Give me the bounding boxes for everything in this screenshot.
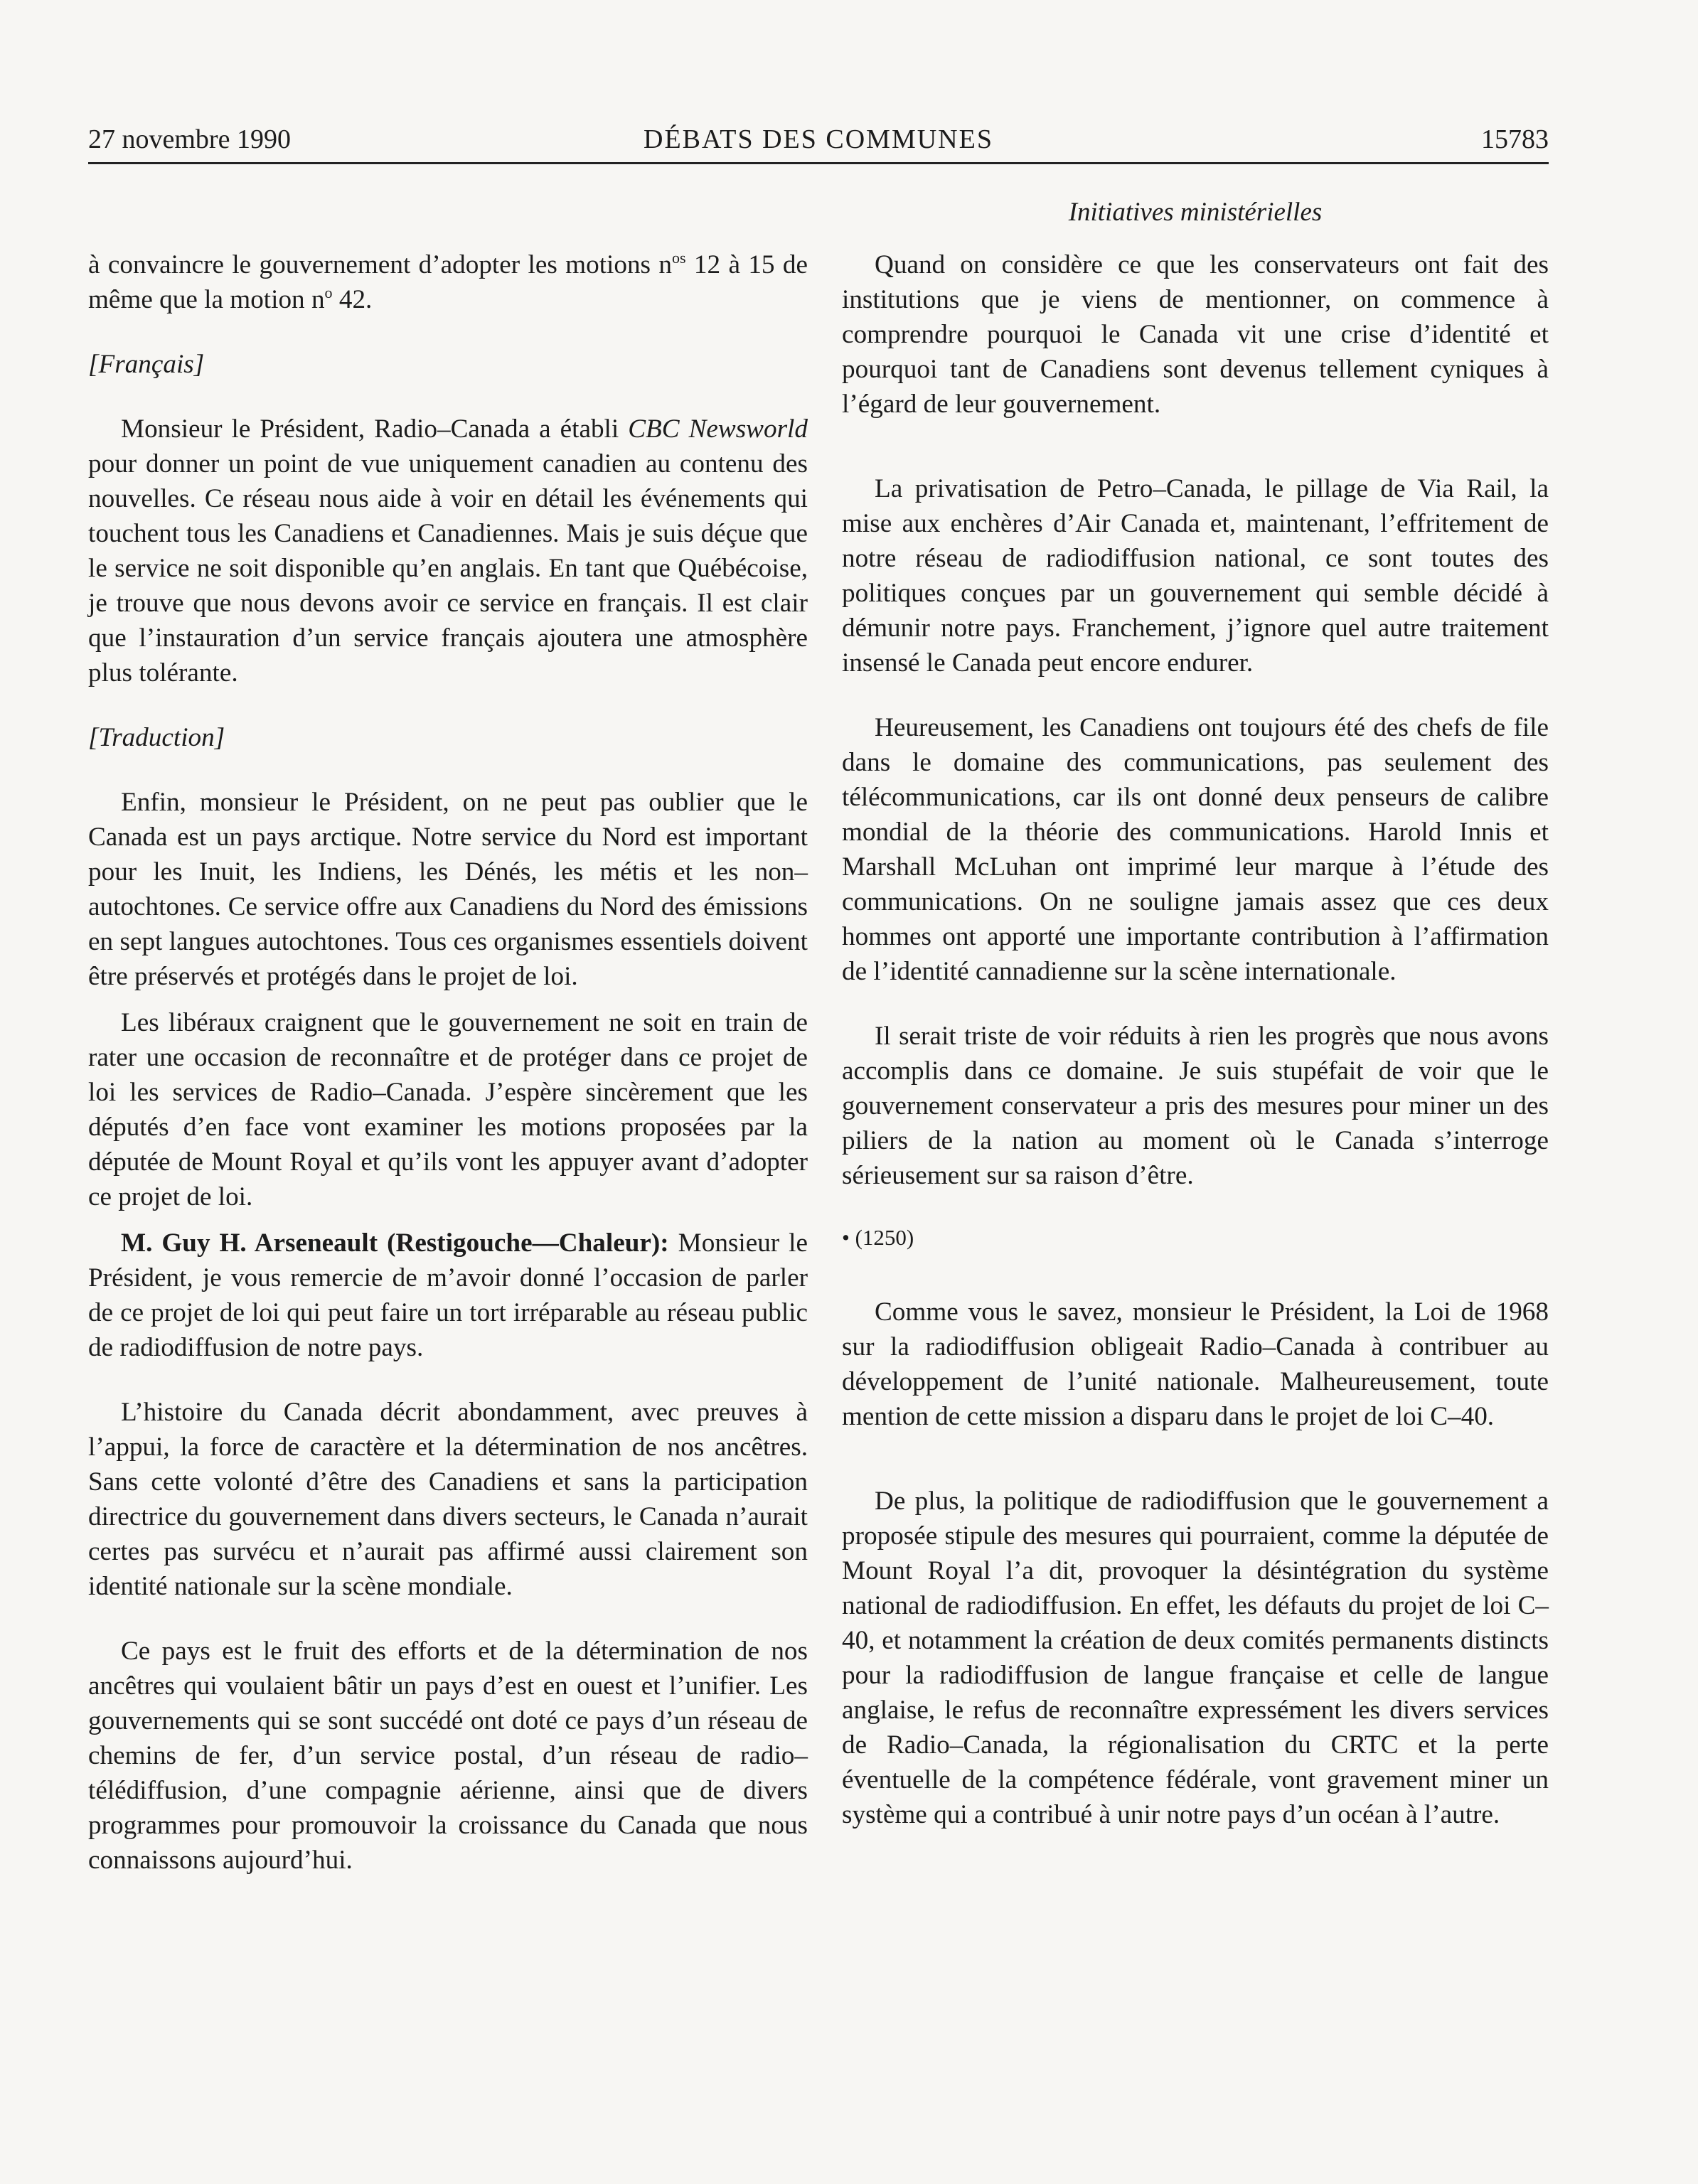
- paragraph: Quand on considère ce que les conservateurs ont fait des institutions que je viens de mentionner, on commence à comprendre pourquoi le Canada vit une crise d’identité et pourquoi tant de Canadiens sont devenus tellement cyniques à l’égard de leur gouvernement.: [842, 250, 1549, 419]
- speaker-paragraph: M. Guy H. Arseneault (Restigouche—Chaleur): Monsieur le Président, je vous remercie de m’avoir donné l’occasion de parler de ce projet de loi qui peut faire un tort irréparable au réseau public de radiodiffusion de notre pays.: [88, 1228, 808, 1362]
- section-heading: Initiatives ministérielles: [1068, 198, 1323, 227]
- paragraph: De plus, la politique de radiodiffusion que le gouvernement a proposée stipule des mesures qui pourraient, comme la députée de Mount Royal l’a dit, provoquer la désintégration du système national de radiodiffusion. En effet, les défauts du projet de loi C–40, et notamment la création de deux comités permanents distincts pour la radiodiffusion de langue française et celle de langue anglaise, le refus de reconnaître expressément les divers services de Radio–Canada, la régionalisation du CRTC et la perte éventuelle de la compétence fédérale, vont gravement miner un système qui a contribué à unir notre pays d’un océan à l’autre.: [842, 1487, 1549, 1829]
- paragraph: La privatisation de Petro–Canada, le pillage de Via Rail, la mise aux enchères d’Air Canada et, maintenant, l’effritement de notre réseau de radiodiffusion national, ce sont toutes des politiques conçues par un gouvernement qui semble décidé à démunir notre pays. Franchement, j’ignore quel autre traitement insensé le Canada peut encore endurer.: [842, 474, 1549, 678]
- language-tag: [Français]: [88, 350, 205, 379]
- paragraph: Enfin, monsieur le Président, on ne peut pas oublier que le Canada est un pays arctique. Notre service du Nord est important pour les Inuit, les Indiens, les Dénés, les métis et les non–autochtones. Ce service offre aux Canadiens du Nord des émissions en sept langues autochtones. Tous ces organismes essentiels doivent être préservés et protégés dans le projet de loi.: [88, 788, 808, 991]
- paragraph: Ce pays est le fruit des efforts et de la détermination de nos ancêtres qui voulaient bâtir un pays d’est en ouest et l’unifier. Les gouvernements qui se sont succédé ont doté ce pays d’un réseau de chemins de fer, d’un service postal, d’un réseau de radio–télédiffusion, d’une compagnie aérienne, ainsi que de divers programmes pour promouvoir la croissance du Canada que nous connaissons aujourd’hui.: [88, 1637, 808, 1875]
- page-header: [88, 121, 1549, 164]
- header-page-number: 15783: [1481, 124, 1549, 154]
- paragraph: Comme vous le savez, monsieur le Président, la Loi de 1968 sur la radiodiffusion obligeait Radio–Canada à contribuer au développement de l’unité nationale. Malheureusement, toute mention de cette mission a disparu dans le projet de loi C–40.: [842, 1297, 1549, 1431]
- speaker-name: M. Guy H. Arseneault (Restigouche—Chaleur):: [121, 1228, 669, 1258]
- paragraph: Monsieur le Président, Radio–Canada a établi CBC Newsworld pour donner un point de vue uniquement canadien au contenu des nouvelles. Ce réseau nous aide à voir en détail les événements qui touchent tous les Canadiens et Canadiennes. Mais je suis déçue que le service ne soit disponible qu’en anglais. En tant que Québécoise, je trouve que nous devons avoir ce service en français. Il est clair que l’instauration d’un service français ajoutera une atmosphère plus tolérante.: [88, 414, 808, 687]
- left-column: [88, 247, 808, 1878]
- paragraph: L’histoire du Canada décrit abondamment, avec preuves à l’appui, la force de caractère et la détermination de nos ancêtres. Sans cette volonté d’être des Canadiens et sans la participation directrice du gouvernement dans divers secteurs, le Canada n’aurait certes pas survécu et n’aurait pas affirmé aussi clairement son identité nationale sur la scène mondiale.: [88, 1398, 808, 1601]
- time-marker: • (1250): [842, 1225, 914, 1250]
- language-tag: [Traduction]: [88, 723, 225, 752]
- paragraph: Les libéraux craignent que le gouvernement ne soit en train de rater une occasion de reconnaître et de protéger dans ce projet de loi les services de Radio–Canada. J’espère sincèrement que les députés d’en face vont examiner les motions proposées par la députée de Mount Royal et qu’ils vont les appuyer avant d’adopter ce projet de loi.: [88, 1008, 808, 1211]
- paragraph: Heureusement, les Canadiens ont toujours été des chefs de file dans le domaine des communications, pas seulement des télécommunications, car ils ont donné deux penseurs de calibre mondial de la théorie des communications. Harold Innis et Marshall McLuhan ont imprimé leur marque à l’étude des communications. On ne souligne jamais assez que ces deux hommes ont apporté une importante contribution à l’affirmation de l’identité cannadienne sur la scène internationale.: [842, 713, 1549, 986]
- right-column: [842, 247, 1549, 1832]
- header-title: DÉBATS DES COMMUNES: [644, 124, 993, 154]
- paragraph: à convaincre le gouvernement d’adopter les motions $n^{os}$ 12 à 15 de même que la motion $n^o$ 42.: [88, 249, 808, 314]
- header-date: 27 novembre 1990: [88, 124, 291, 154]
- paragraph: Il serait triste de voir réduits à rien les progrès que nous avons accomplis dans ce domaine. Je suis stupéfait de voir que le gouvernement conservateur a pris des mesures pour miner un des piliers de la nation au moment où le Canada s’interroge sérieusement sur sa raison d’être.: [842, 1022, 1549, 1190]
